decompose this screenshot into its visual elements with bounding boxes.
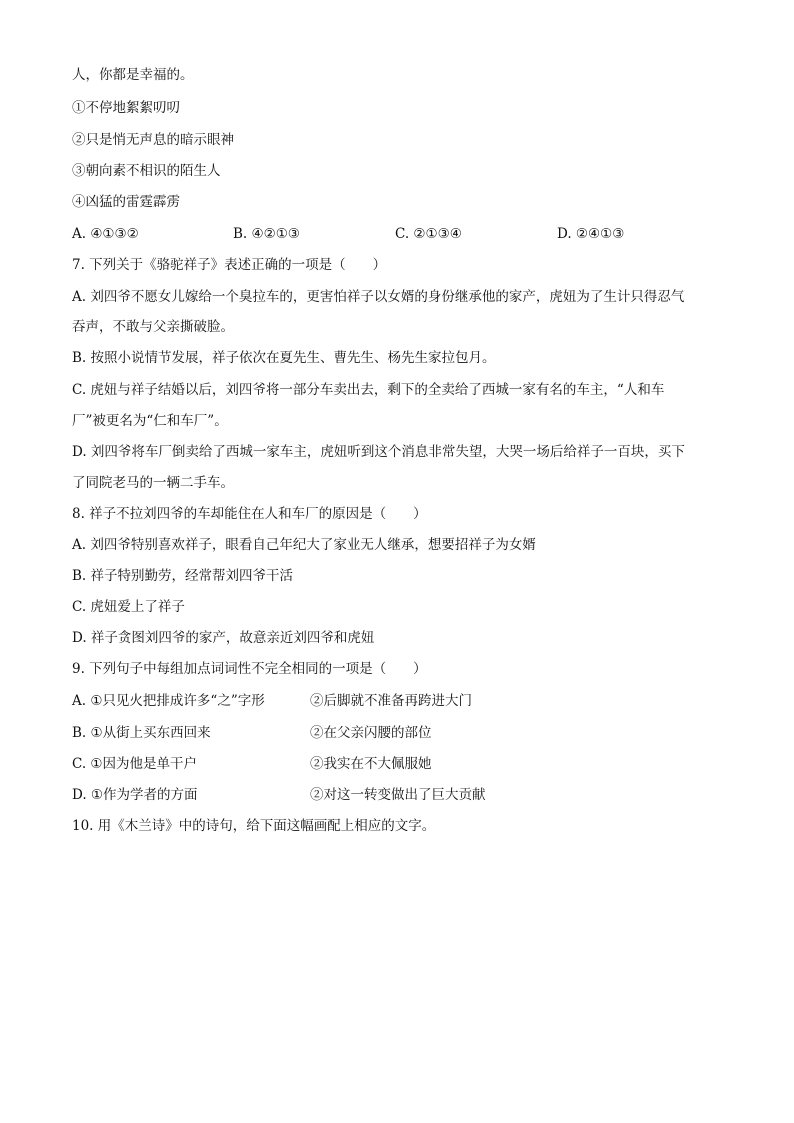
q8-stem: 8. 祥子不拉刘四爷的车却能住在人和车厂的原因是（ ） bbox=[72, 506, 427, 522]
q8-option-b: B. 祥子特别勤劳，经常帮刘四爷干活 bbox=[72, 568, 294, 584]
q8-option-c: C. 虎妞爱上了祥子 bbox=[72, 599, 185, 615]
continued-text: 人，你都是幸福的。 bbox=[72, 67, 194, 83]
q7-option-a-line1: A. 刘四爷不愿女儿嫁给一个臭拉车的，更害怕祥子以女婿的身份继承他的家产，虎妞为了生计只得忍气 bbox=[72, 289, 685, 305]
q7-option-c-line2: 厂”被更名为“仁和车厂”。 bbox=[72, 413, 228, 429]
q9-option-a-left: A. ①只见火把排成许多“之”字形 bbox=[72, 693, 265, 709]
q9-option-c-right: ②我实在不大佩服她 bbox=[310, 756, 432, 772]
q7-stem: 7. 下列关于《骆驼祥子》表述正确的一项是（ ） bbox=[72, 257, 387, 273]
q9-stem: 9. 下列句子中每组加点词词性不完全相同的一项是（ ） bbox=[72, 661, 427, 677]
q8-option-a: A. 刘四爷特别喜欢祥子，眼看自己年纪大了家业无人继承，想要招祥子为女婿 bbox=[72, 537, 536, 553]
q6-option-b: B. ④②①③ bbox=[233, 226, 300, 242]
q7-option-b: B. 按照小说情节发展，祥子依次在夏先生、曹先生、杨先生家拉包月。 bbox=[72, 350, 496, 366]
q6-option-d: D. ②④①③ bbox=[557, 226, 625, 242]
q7-option-c-line1: C. 虎妞与祥子结婚以后，刘四爷将一部分车卖出去，剩下的全卖给了西城一家有名的车主，“人和车 bbox=[72, 382, 665, 398]
item-1: ①不停地絮絮叨叨 bbox=[72, 100, 180, 116]
q7-option-a-line2: 吞声，不敢与父亲撕破脸。 bbox=[72, 319, 234, 335]
q6-option-a: A. ④①③② bbox=[72, 226, 139, 242]
q6-option-c: C. ②①③④ bbox=[395, 226, 462, 242]
q9-option-b-left: B. ①从街上买东西回来 bbox=[72, 725, 211, 741]
q9-option-b-right: ②在父亲闪腰的部位 bbox=[310, 725, 432, 741]
item-4: ④凶猛的雷霆霹雳 bbox=[72, 194, 180, 210]
q7-option-d-line2: 了同院老马的一辆二手车。 bbox=[72, 475, 234, 491]
item-3: ③朝向素不相识的陌生人 bbox=[72, 163, 221, 179]
q9-option-d-left: D. ①作为学者的方面 bbox=[72, 787, 198, 803]
q10-picture-area bbox=[72, 852, 722, 1082]
q9-option-a-right: ②后脚就不准备再跨进大门 bbox=[310, 693, 472, 709]
q10-stem: 10. 用《木兰诗》中的诗句，给下面这幅画配上相应的文字。 bbox=[72, 818, 436, 834]
item-2: ②只是悄无声息的暗示眼神 bbox=[72, 132, 234, 148]
q8-option-d: D. 祥子贪图刘四爷的家产，故意亲近刘四爷和虎妞 bbox=[72, 630, 375, 646]
q9-option-c-left: C. ①因为他是单干户 bbox=[72, 756, 198, 772]
q7-option-d-line1: D. 刘四爷将车厂倒卖给了西城一家车主，虎妞听到这个消息非常失望，大哭一场后给祥子一百块，买下 bbox=[72, 444, 685, 460]
q9-option-d-right: ②对这一转变做出了巨大贡献 bbox=[310, 787, 486, 803]
